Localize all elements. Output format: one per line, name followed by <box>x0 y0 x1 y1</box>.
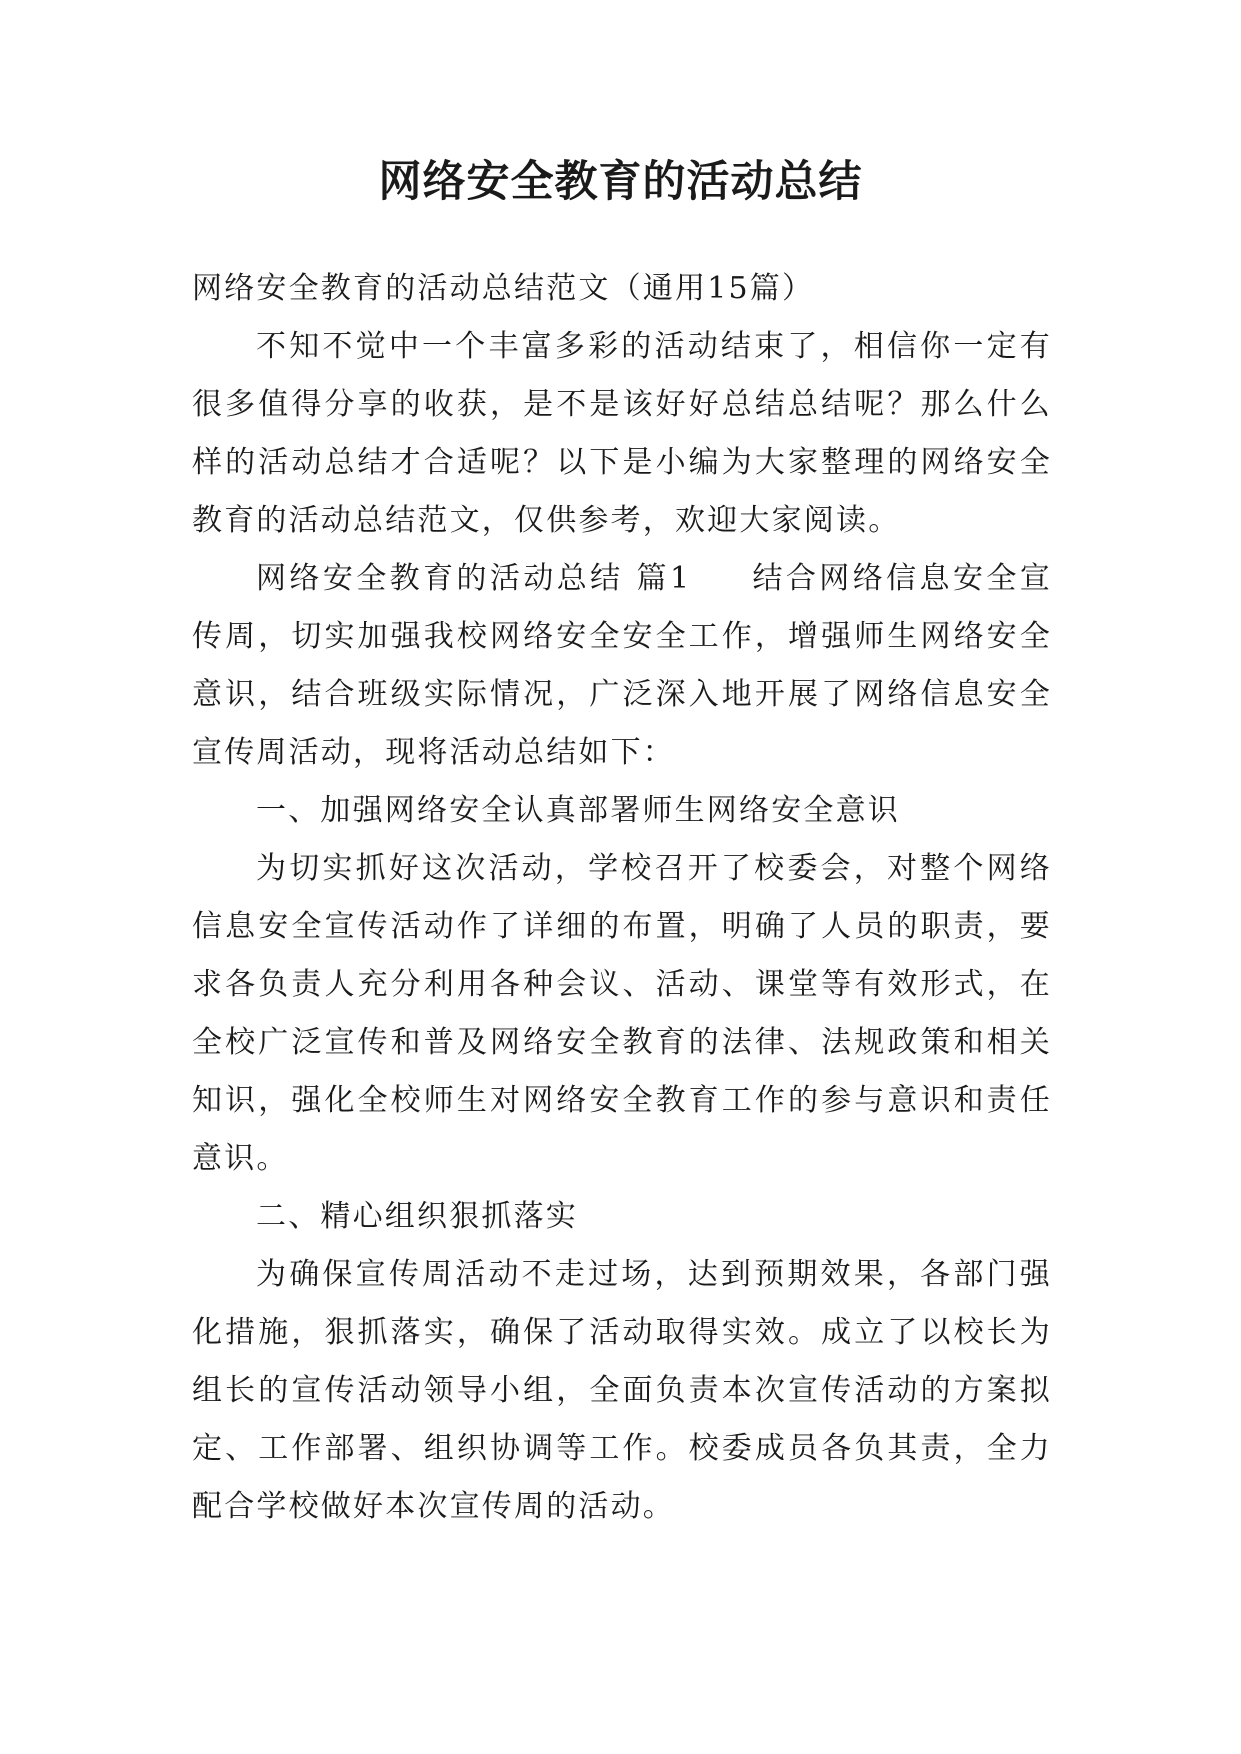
point-1-paragraph: 为切实抓好这次活动，学校召开了校委会，对整个网络信息安全宣传活动作了详细的布置，明确了人员的职责，要求各负责人充分利用各种会议、活动、课堂等有效形式，在全校广泛宣传和普及网络安全教育的法律、法规政策和相关知识，强化全校师生对网络安全教育工作的参与意识和责任意识。 <box>192 851 1052 1176</box>
section-1-paragraph <box>192 550 1052 782</box>
point-2-paragraph: 为确保宣传周活动不走过场，达到预期效果，各部门强化措施，狠抓落实，确保了活动取得实效。成立了以校长为组长的宣传活动领导小组，全面负责本次宣传活动的方案拟定、工作部署、组织协调等工作。校委成员各负其责，全力配合学校做好本次宣传周的活动。 <box>192 1257 1052 1524</box>
document-subtitle: 网络安全教育的活动总结范文（通用15篇） <box>192 271 815 306</box>
intro-paragraph: 不知不觉中一个丰富多彩的活动结束了，相信你一定有很多值得分享的收获，是不是该好好总结总结呢？那么什么样的活动总结才合适呢？以下是小编为大家整理的网络安全教育的活动总结范文，仅供参考，欢迎大家阅读。 <box>192 329 1052 538</box>
section-1-lead: 结合网络信息安全宣传周，切实加强我校网络安全安全工作，增强师生网络安全意识，结合班级实际情况，广泛深入地开展了网络信息安全宣传周活动，现将活动总结如下： <box>192 561 1052 770</box>
document-title: 网络安全教育的活动总结 <box>378 157 863 207</box>
point-1-heading: 一、加强网络安全认真部署师生网络安全意识 <box>256 793 900 828</box>
point-2-heading: 二、精心组织狠抓落实 <box>256 1199 578 1234</box>
document-body <box>192 260 1052 1536</box>
section-1-heading: 网络安全教育的活动总结 篇1 <box>256 561 692 596</box>
